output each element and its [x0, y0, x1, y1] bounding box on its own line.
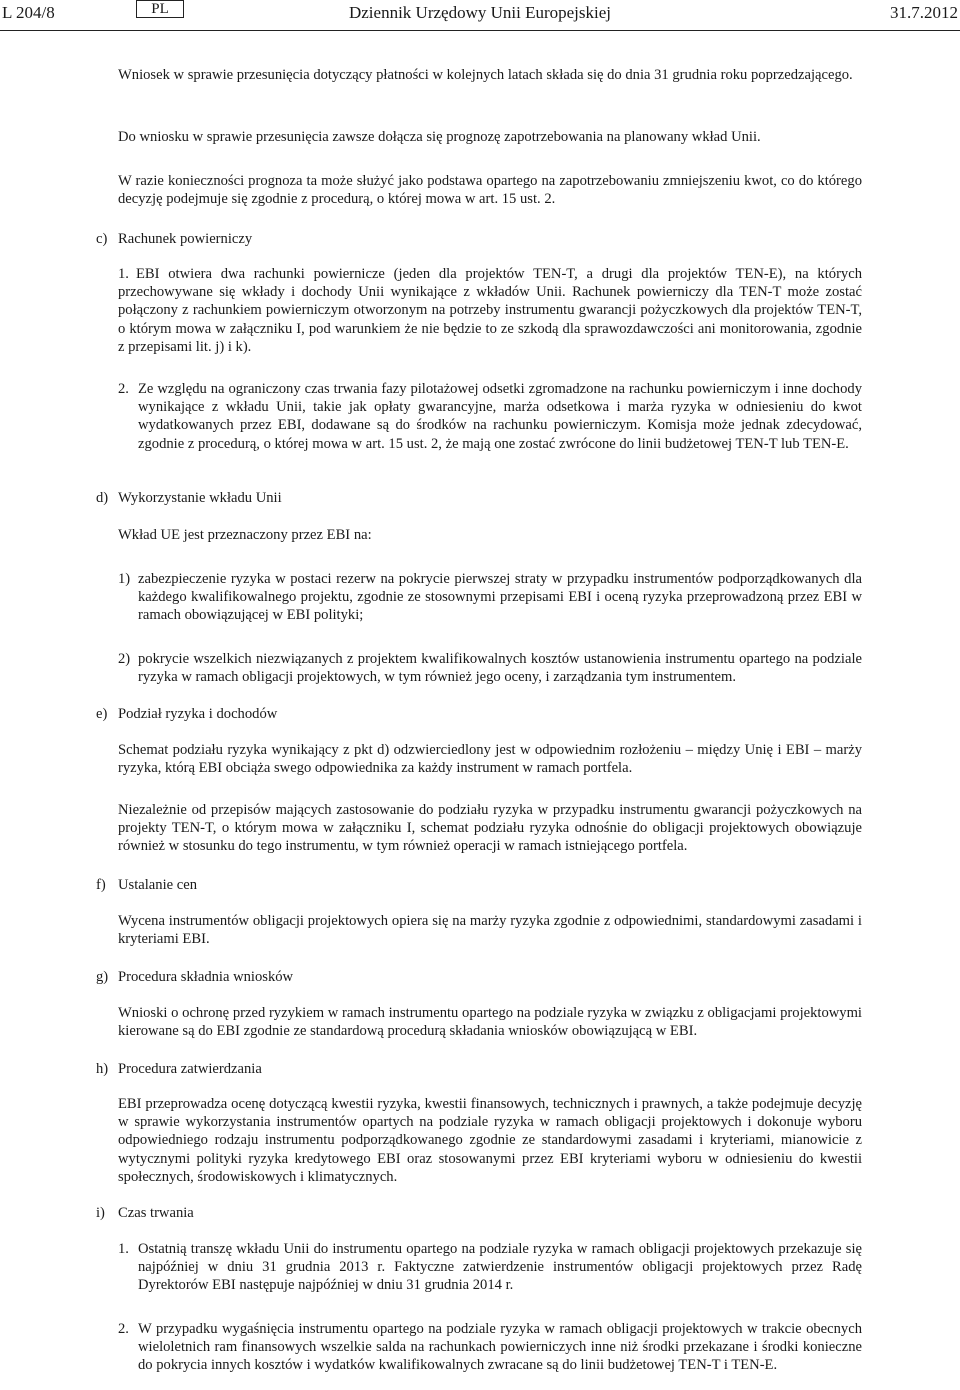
section-d-intro: Wkład UE jest przeznaczony przez EBI na: — [118, 527, 372, 543]
paragraph-forecast: Do wniosku w sprawie przesunięcia zawsze dołącza się prognozę zapotrzebowania na planowany wkład Unii. — [118, 129, 761, 145]
section-i-item-2-number: 2. — [118, 1321, 129, 1337]
section-c-item-1: EBI otwiera dwa rachunki powiernicze (jeden dla projektów TEN-T, a drugi dla projektów TEN-E), na których przechowywane się wkłady i dochody Unii wynikające z wkładów Unii. Rachunek powierniczy dla TEN-T może zostać połączony z rachunkiem powierniczym otworzonym na potrzeby instrumentu gwarancji pożyczkowych dla projektów TEN-T, o którym mowa w załączniku I, pod warunkiem że nie będzie to ze szkodą dla sprawozdawczości ani monitorowania, zgodnie z przepisami lit. j) i k). — [118, 266, 862, 355]
section-e-paragraph-2: Niezależnie od przepisów mających zastosowanie do podziału ryzyka w przypadku instrumentu gwarancji pożyczkowych na projekty TEN-T, o którym mowa w załączniku I, schemat podziału ryzyka odnośnie do obligacji projektowych obowiązuje również w stosunku do tego instrumentu, w tym również operacji w ramach istniejącego portfela. — [118, 802, 862, 855]
section-i-label: i) — [96, 1205, 105, 1221]
section-g-title: Procedura składnia wniosków — [118, 969, 294, 985]
section-h-title: Procedura zatwierdzania — [118, 1061, 262, 1077]
section-i-item-1: Ostatnią transzę wkładu Unii do instrumentu opartego na podziale ryzyka w ramach obligacji projektowych przekazuje się najpóźniej w dniu 31 grudnia 2013 r. Faktyczne zatwierdzenie instrumentów obligacji projektowych przez Radę Dyrektorów EBI następuje najpóźniej w dniu 31 grudnia 2014 r. — [138, 1241, 862, 1294]
section-f-label: f) — [96, 877, 106, 893]
section-c-label: c) — [96, 231, 108, 247]
language-badge: PL — [136, 0, 184, 18]
section-e-paragraph-1: Schemat podziału ryzyka wynikający z pkt d) odzwierciedlony jest w odpowiednim rozłożeniu – między Unię i EBI – marży ryzyka, którą EBI obciąża swego odpowiednika za każdy instrument w ramach portfela. — [118, 742, 862, 777]
section-g-paragraph: Wnioski o ochronę przed ryzykiem w ramach instrumentu opartego na podziale ryzyka w związku z obligacjami projektowymi kierowane są do EBI zgodnie ze standardową procedurą składania wniosków obowiązującą w EBI. — [118, 1005, 862, 1040]
section-d-item-2-number: 2) — [118, 651, 131, 667]
section-d-title: Wykorzystanie wkładu Unii — [118, 490, 282, 506]
section-f-paragraph: Wycena instrumentów obligacji projektowych opiera się na marży ryzyka zgodnie z odpowiednimi, standardowymi zasadami i kryteriami EBI. — [118, 913, 862, 948]
paragraph-reduction: W razie konieczności prognoza ta może służyć jako podstawa opartego na zapotrzebowaniu zmniejszeniu kwot, co do którego decyzję podejmuje się zgodnie z procedurą, o której mowa w art. 15 ust. 2. — [118, 173, 862, 208]
page-number: L 204/8 — [2, 3, 55, 22]
section-i-title: Czas trwania — [118, 1205, 194, 1221]
section-c-item-2: Ze względu na ograniczony czas trwania fazy pilotażowej odsetki zgromadzone na rachunku powierniczym i inne dochody wynikające z wkładu Unii, takie jak opłaty gwarancyjne, marża odsetkowa i marża ryzyka w odniesieniu do kwot wydatkowanych przez EBI, dodawane są do środków na rachunku powierniczym. Komisja może jednak zdecydować, zgodnie z procedurą, o której mowa w art. 15 ust. 2, że mają one zostać zwrócone do linii budżetowej TEN-T lub TEN-E. — [138, 381, 862, 452]
page-header — [0, 0, 960, 31]
section-c-title: Rachunek powierniczy — [118, 231, 253, 247]
section-d-item-2: pokrycie wszelkich niezwiązanych z projektem kwalifikowalnych kosztów ustanowienia instrumentu opartego na podziale ryzyka w ramach obligacji projektowych, w tym również jego oceny, i zarządzania tym instrumentem. — [138, 651, 862, 686]
section-c-item-2-number: 2. — [118, 381, 129, 397]
section-h-paragraph: EBI przeprowadza ocenę dotyczącą kwestii ryzyka, kwestii finansowych, technicznych i prawnych, a także podejmuje decyzję w sprawie wykorzystania instrumentów opartych na podziale ryzyka w ramach obligacji projektowych i dokonuje wyboru odpowiedniego rodzaju instrumentu podporządkowanego zgodnie ze standardowymi zasadami i kryteriami, mianowicie z wytycznymi polityki ryzyka kredytowego EBI oraz stosowanymi przez EBI kryteriami wyboru w odniesieniu do kwestii społecznych, środowiskowych i klimatycznych. — [118, 1096, 862, 1185]
section-i-item-2: W przypadku wygaśnięcia instrumentu opartego na podziale ryzyka w ramach obligacji projektowych w trakcie obecnych wieloletnich ram finansowych wszelkie salda na rachunkach powierniczych inne niż środki przekazane i środki konieczne do pokrycia innych kosztów i wydatków kwalifikowalnych zwracane są do linii budżetowej TEN-T i TEN-E. — [138, 1321, 862, 1374]
publication-date: 31.7.2012 — [890, 3, 958, 22]
section-d-label: d) — [96, 490, 109, 506]
section-i-item-1-number: 1. — [118, 1241, 129, 1257]
section-f-title: Ustalanie cen — [118, 877, 198, 893]
section-d-item-1: zabezpieczenie ryzyka w postaci rezerw na pokrycie pierwszej straty w przypadku instrumentów podporządkowanych dla każdego kwalifikowalnego projektu, zgodnie ze stosownymi przepisami EBI i oceną ryzyka przeprowadzoną przez EBI w ramach obowiązującej w EBI polityki; — [138, 571, 862, 624]
section-h-label: h) — [96, 1061, 109, 1077]
section-c-item-1-number: 1. — [118, 266, 129, 282]
section-e-title: Podział ryzyka i dochodów — [118, 706, 278, 722]
section-g-label: g) — [96, 969, 109, 985]
paragraph-transfer-deadline: Wniosek w sprawie przesunięcia dotyczący płatności w kolejnych latach składa się do dnia 31 grudnia roku poprzedzającego. — [118, 67, 853, 83]
journal-title: Dziennik Urzędowy Unii Europejskiej — [348, 3, 611, 22]
section-d-item-1-number: 1) — [118, 571, 131, 587]
section-e-label: e) — [96, 706, 108, 722]
